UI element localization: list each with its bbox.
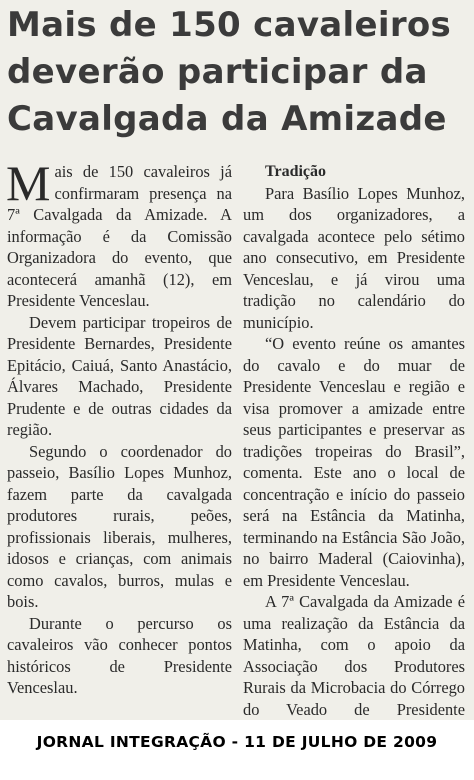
headline [7, 2, 469, 143]
drop-cap: M [6, 155, 51, 211]
headline-line: deverão participar da [7, 52, 428, 92]
right-column [243, 161, 465, 720]
body-paragraph: A 7ª Cavalgada da Amizade é uma realização da Estância da Matinha, com o apoio da Associação dos Produtores Rurais da Microbacia do Córrego do Veado de Presidente [243, 592, 465, 719]
headline-line: Cavalgada da Amizade [7, 99, 447, 139]
lead-text: ais de 150 cavaleiros já confirmaram presença na 7ª Cavalgada da Amizade. A informação é da Comissão Organizadora do evento, que acontecerá amanhã (12), em Presidente Venceslau. [7, 162, 232, 310]
subheading: Tradição [265, 163, 327, 180]
left-column [6, 155, 232, 699]
body-paragraph: Segundo o coordenador do passeio, Basílio Lopes Munhoz, fazem parte da cavalgada produtores rurais, peões, profissionais liberais, mulheres, idosos e crianças, com animais como cavalos, burros, mulas e bois. [7, 441, 232, 611]
body-paragraph: Devem participar tropeiros de Presidente Bernardes, Presidente Epitácio, Caiuá, Santo Anastácio, Álvares Machado, Presidente Prudente e de outras cidades da região. [7, 312, 232, 439]
body-paragraph: Durante o percurso os cavaleiros vão conhecer pontos históricos de Presidente Venceslau. [7, 613, 232, 697]
headline-line: Mais de 150 cavaleiros [7, 5, 452, 45]
body-paragraph: “O evento reúne os amantes do cavalo e do muar de Presidente Venceslau e região e visa promover a amizade entre seus participantes e preservar as tradições tropeiras do Brasil”, comenta. Este ano o local de concentração e início do passeio será na Estância da Matinha, terminando na Estância São João, no bairro Maderal (Caiovinha), em Presidente Venceslau. [243, 334, 465, 590]
source-caption: JORNAL INTEGRAÇÃO - 11 DE JULHO DE 2009 [36, 733, 438, 751]
lead-paragraph [6, 155, 232, 312]
body-paragraph: Para Basílio Lopes Munhoz, um dos organizadores, a cavalgada acontece pelo sétimo ano consecutivo, em Presidente Venceslau, e já virou uma tradição no calendário do município. [243, 183, 465, 332]
